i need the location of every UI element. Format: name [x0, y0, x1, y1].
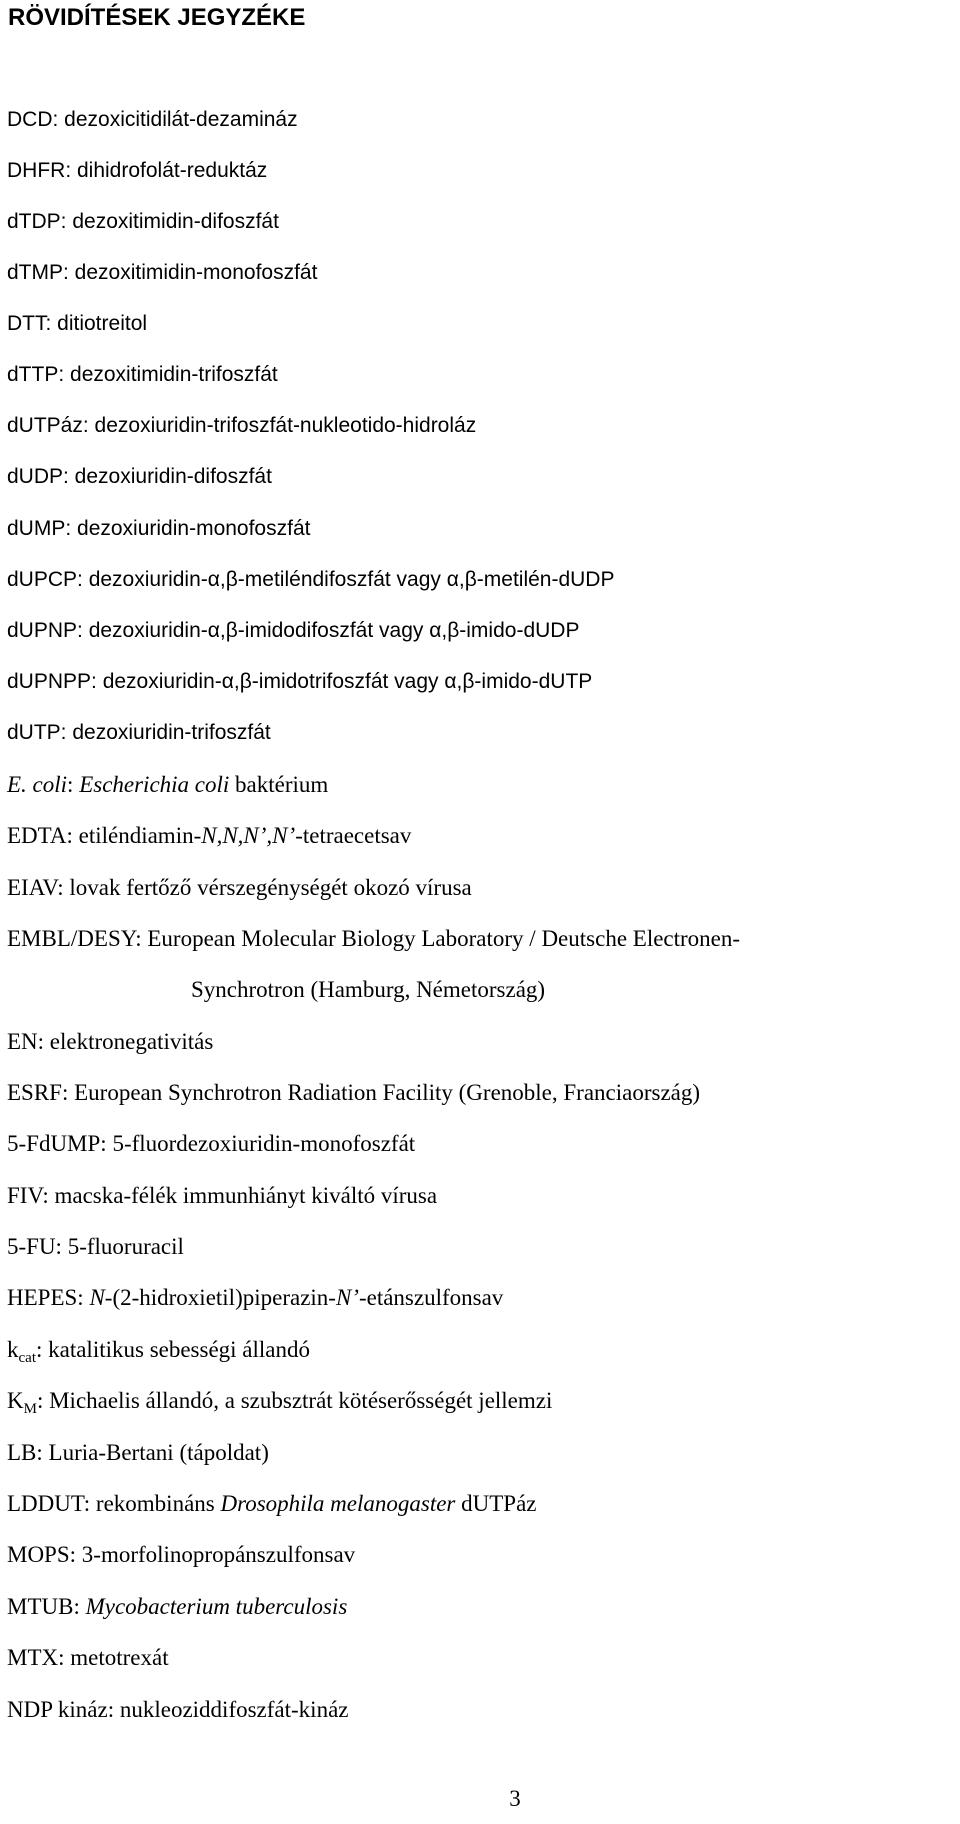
abbrev-entry-mtub — [7, 1594, 347, 1620]
abbrev-entry-hepes — [7, 1285, 503, 1311]
abbrev-hepes-n1: N — [89, 1285, 105, 1310]
abbrev-lddut-pre: LDDUT: rekombináns — [7, 1491, 221, 1516]
abbrev-lddut-species: Drosophila melanogaster — [220, 1491, 456, 1516]
abbrev-hepes-n2: N’ — [335, 1285, 359, 1310]
abbrev-mtub-species: Mycobacterium tuberculosis — [85, 1594, 348, 1619]
abbrev-entry-dutp: dUTP: dezoxiuridin-trifoszfát — [7, 721, 271, 744]
abbrev-lddut-post: dUTPáz — [455, 1491, 537, 1516]
abbrev-km-subscript: M — [23, 1401, 37, 1417]
abbrev-kcat-base: k — [7, 1337, 19, 1362]
abbrev-entry-mops: MOPS: 3-morfolinopropánszulfonsav — [7, 1542, 356, 1567]
abbrev-entry-fiv: FIV: macska-félék immunhiányt kiváltó vírusa — [7, 1183, 438, 1208]
abbrev-entry-dtmp: dTMP: dezoxitimidin-monofoszfát — [7, 261, 318, 284]
abbrev-entry-lb: LB: Luria-Bertani (tápoldat) — [7, 1440, 269, 1465]
abbrev-entry-dttp: dTTP: dezoxitimidin-trifoszfát — [7, 363, 278, 386]
page-number: 3 — [509, 1786, 521, 1811]
abbrev-entry-dtt: DTT: ditiotreitol — [7, 312, 148, 335]
abbrev-edta-post: -tetraecetsav — [295, 823, 412, 848]
abbrev-entry-dhfr: DHFR: dihidrofolát-reduktáz — [7, 159, 268, 182]
abbrev-hepes-post: -etánszulfonsav — [358, 1285, 504, 1310]
abbrev-edta-pre: EDTA: etiléndiamin- — [7, 823, 202, 848]
abbrev-entry-lddut — [7, 1491, 537, 1517]
abbrev-entry-dutpaz: dUTPáz: dezoxiuridin-trifoszfát-nukleotido-hidroláz — [7, 414, 477, 437]
abbrev-km-rest: : Michaelis állandó, a szubsztrát kötéserősségét jellemzi — [36, 1388, 553, 1413]
abbrev-kcat-subscript: cat — [18, 1350, 36, 1366]
abbrev-entry-dupnp: dUPNP: dezoxiuridin-α,β-imidodifoszfát vagy α,β-imido-dUDP — [7, 619, 580, 642]
abbrev-km-base: K — [7, 1388, 24, 1413]
abbrev-entry-dump: dUMP: dezoxiuridin-monofoszfát — [7, 517, 311, 540]
abbrev-entry-ndp-kinaz: NDP kináz: nukleoziddifoszfát-kináz — [7, 1697, 349, 1722]
abbrev-entry-km — [7, 1388, 553, 1417]
abbrev-entry-esrf: ESRF: European Synchrotron Radiation Facility (Grenoble, Franciaország) — [7, 1080, 701, 1105]
abbrev-entry-embl: EMBL/DESY: European Molecular Biology Laboratory / Deutsche Electronen- — [7, 926, 741, 951]
abbrev-ecoli-separator: : — [67, 772, 80, 797]
abbrev-entry-edta — [7, 823, 411, 849]
abbrev-entry-5-fu: 5-FU: 5-fluoruracil — [7, 1234, 184, 1259]
abbrev-entry-dtdp: dTDP: dezoxitimidin-difoszfát — [7, 210, 279, 233]
abbrev-entry-embl-continuation: Synchrotron (Hamburg, Németország) — [191, 977, 546, 1002]
abbrev-entry-dudp: dUDP: dezoxiuridin-difoszfát — [7, 465, 272, 488]
abbrev-edta-italic: N,N,N’,N’ — [201, 823, 296, 848]
page-title: RÖVIDÍTÉSEK JEGYZÉKE — [8, 4, 306, 31]
abbrev-entry-5-fdump: 5-FdUMP: 5-fluordezoxiuridin-monofoszfát — [7, 1131, 416, 1156]
abbrev-ecoli-species: Escherichia coli — [79, 772, 230, 797]
abbrev-hepes-mid: -(2-hidroxietil)piperazin- — [104, 1285, 336, 1310]
abbrev-entry-mtx: MTX: metotrexát — [7, 1645, 169, 1670]
abbrev-hepes-pre: HEPES: — [7, 1285, 90, 1310]
abbrev-entry-ecoli — [7, 772, 328, 798]
abbrev-entry-dupnpp: dUPNPP: dezoxiuridin-α,β-imidotrifoszfát vagy α,β-imido-dUTP — [7, 670, 593, 693]
abbrev-entry-eiav: EIAV: lovak fertőző vérszegénységét okozó vírusa — [7, 875, 472, 900]
abbrev-ecoli-abbr: E. coli — [7, 772, 68, 797]
abbrev-entry-en: EN: elektronegativitás — [7, 1029, 214, 1054]
abbrev-kcat-rest: : katalitikus sebességi állandó — [35, 1337, 311, 1362]
abbrev-entry-dcd: DCD: dezoxicitidilát-dezamináz — [7, 108, 298, 131]
abbrev-ecoli-rest: baktérium — [229, 772, 329, 797]
abbrev-mtub-pre: MTUB: — [7, 1594, 86, 1619]
abbrev-entry-kcat — [7, 1337, 311, 1366]
abbrev-entry-dupcp: dUPCP: dezoxiuridin-α,β-metiléndifoszfát vagy α,β-metilén-dUDP — [7, 568, 615, 591]
